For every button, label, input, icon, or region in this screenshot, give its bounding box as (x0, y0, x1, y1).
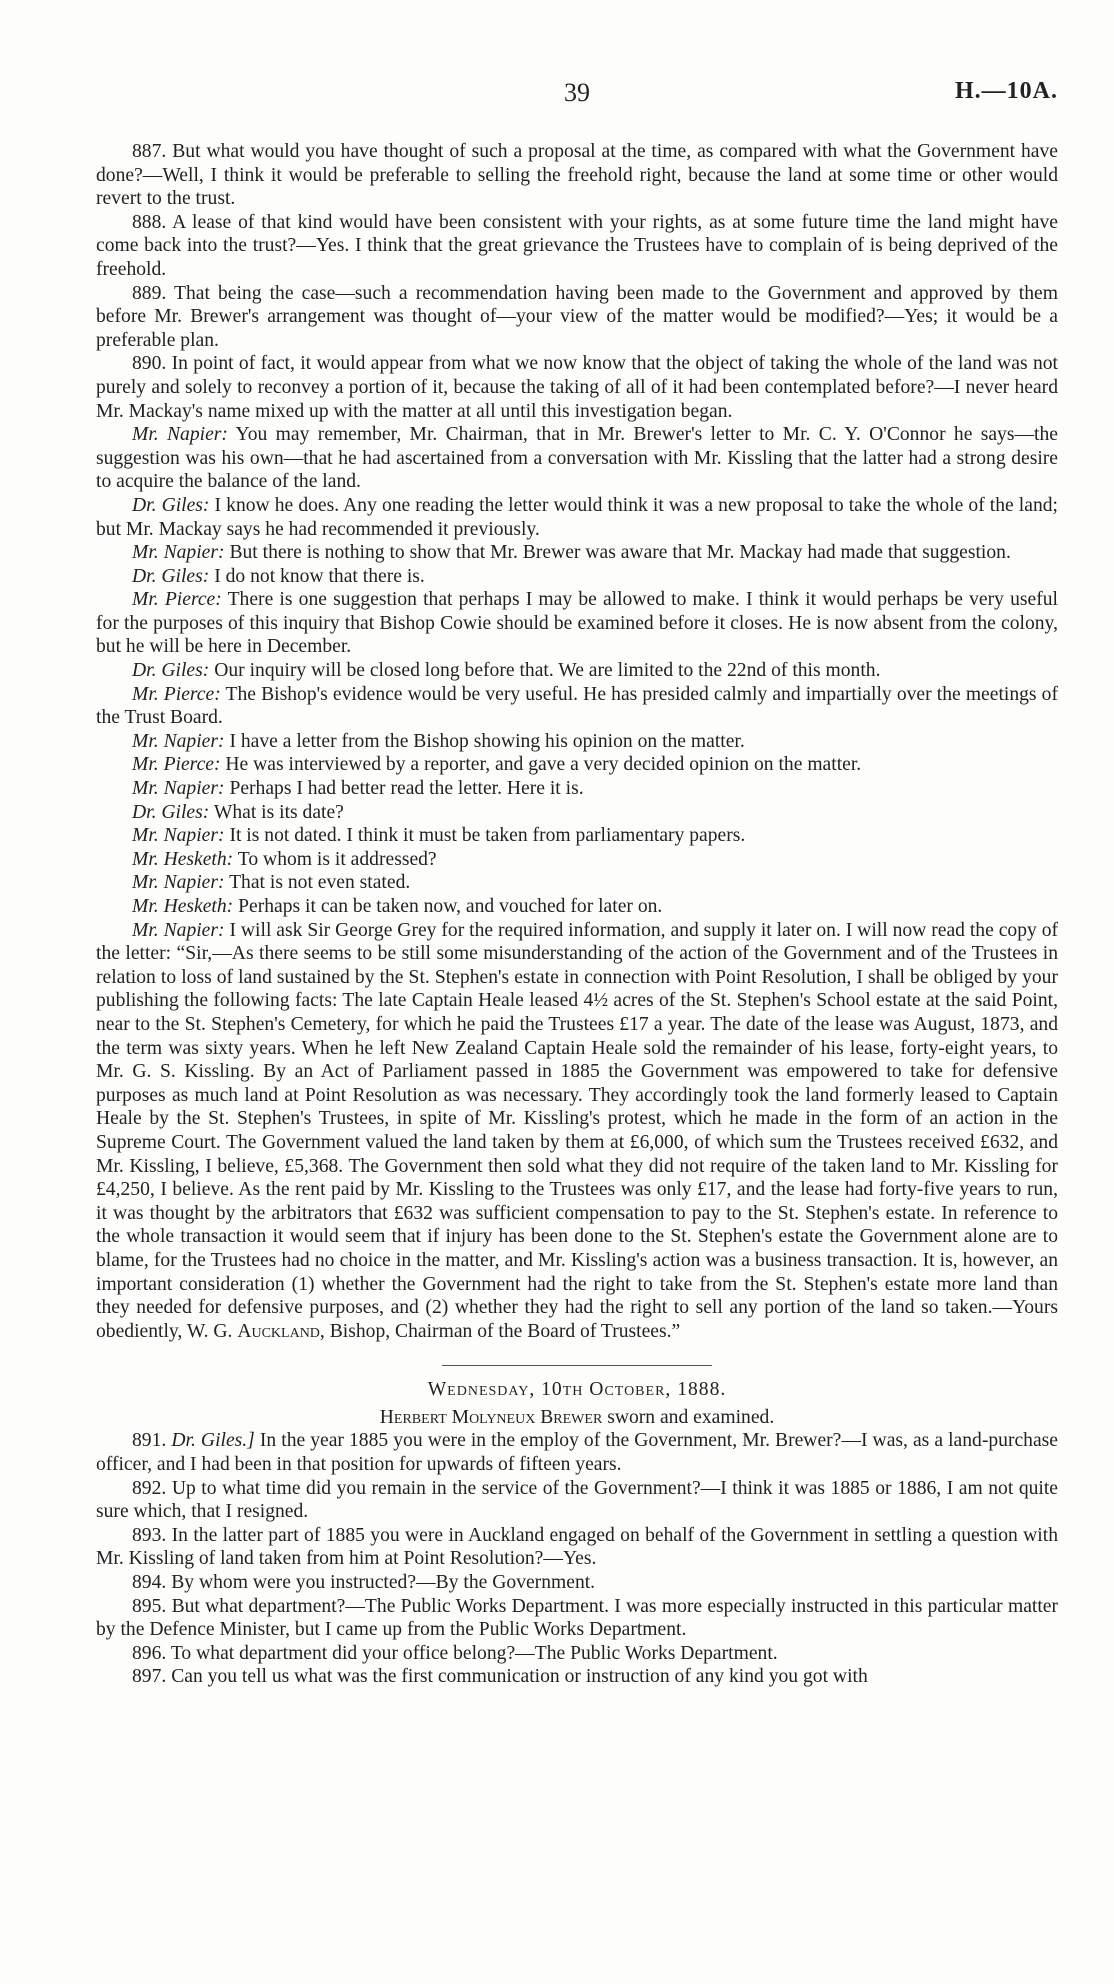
witness-status: sworn and examined. (607, 1406, 775, 1428)
paragraph-text: 892. Up to what time did you remain in the service of the Government?—I think it was 1885 or 1886, I am not quite sure which, that I resigned. (96, 1477, 1058, 1523)
speaker-label: Mr. Pierce: (132, 589, 222, 611)
testimony-paragraph (96, 211, 1058, 282)
speaker-label: Dr. Giles: (132, 494, 210, 516)
speaker-label: Dr. Giles: (132, 660, 210, 682)
testimony-paragraph (96, 541, 1058, 565)
paragraph-text: 889. That being the case—such a recommendation having been made to the Government and approved by them before Mr. Brewer's arrangement was thought of—your view of the matter would be modified?—Yes; it would be a preferable plan. (96, 282, 1058, 351)
testimony-paragraph (96, 1595, 1058, 1642)
testimony-part-1 (96, 140, 1058, 919)
paragraph-text: 888. A lease of that kind would have been consistent with your rights, as at some future time the land might have come back into the trust?—Yes. I think that the great grievance the Trustees have to complain of is being deprived of the freehold. (96, 211, 1058, 280)
testimony-paragraph (96, 565, 1058, 589)
testimony-paragraph (96, 777, 1058, 801)
section-divider (442, 1365, 712, 1366)
testimony-paragraph (96, 1524, 1058, 1571)
testimony-paragraph (96, 753, 1058, 777)
paragraph-text: There is one suggestion that perhaps I may be allowed to make. I think it would perhaps be very useful for the purposes of this inquiry that Bishop Cowie should be examined before it closes. He is now absent from the colony, but he will be here in December. (96, 589, 1058, 658)
speaker-label: Mr. Napier: (132, 919, 225, 941)
speaker-label: Dr. Giles.] (171, 1430, 255, 1452)
testimony-paragraph (96, 683, 1058, 730)
speaker-label: Mr. Pierce: (132, 754, 221, 776)
speaker-label: Mr. Hesketh: (132, 896, 234, 917)
paragraph-text: But there is nothing to show that Mr. Brewer was aware that Mr. Mackay had made that suggestion. (229, 542, 1011, 564)
testimony-paragraph (96, 352, 1058, 423)
testimony-paragraph (96, 588, 1058, 659)
testimony-paragraph (96, 848, 1058, 872)
paragraph-text: What is its date? (213, 801, 344, 823)
letter-paragraph (96, 919, 1058, 1344)
paragraph-text: You may remember, Mr. Chairman, that in Mr. Brewer's letter to Mr. C. Y. O'Connor he says—the suggestion was his own—that he had ascertained from a conversation with Mr. Kissling that the latter had a strong desire to acquire the balance of the land. (96, 424, 1058, 493)
speaker-label: Mr. Hesketh: (132, 848, 234, 870)
testimony-paragraph (96, 282, 1058, 353)
testimony-paragraph (96, 1665, 1058, 1689)
testimony-paragraph (96, 895, 1058, 919)
paragraph-text: That is not even stated. (229, 872, 411, 894)
letter-text: I will ask Sir George Grey for the required information, and supply it later on. I will now read the copy of the letter: “Sir,—As there seems to be still some misunderstanding of the action of the Government and of the Trustees in relation to loss of land sustained by the St. Stephen's estate in connection with Point Resolution, I shall be obliged by your publishing the following facts: The late Captain Heale leased 4½ acres of the St. Stephen's School estate at the said Point, near to the St. Stephen's Cemetery, for which he paid the Trustees £17 a year. The date of the lease was August, 1873, and the term was sixty years. When he left New Zealand Captain Heale sold the remainder of his lease, forty-eight years, to Mr. G. S. Kissling. By an Act of Parliament passed in 1885 the Government was empowered to take for defensive purposes as much land at Point Resolution as was necessary. They accordingly took the land formerly leased to Captain Heale by the St. Stephen's Trustees, in spite of Mr. Kissling's protest, which he made in the form of an action in the Supreme Court. The Government valued the land taken by them at £6,000, of which sum the Trustees received £632, and Mr. Kissling, I believe, £5,368. The Government then sold what they did not require of the taken land to Mr. Kissling for £4,250, I believe. As the rent paid by Mr. Kissling to the Trustees was only £17, and the lease had forty-five years to run, it was thought by the arbitrators that £632 was sufficient compensation to pay to the St. Stephen's estate. In reference to the whole transaction it would seem that if injury has been done to the St. Stephen's estate the Government alone are to blame, for the Trustees had no choice in the matter, and Mr. Kissling's action was a business transaction. It is, however, an important consideration (1) whether the Government had the right to take from the St. Stephen's estate more land than they needed for defensive purposes, and (2) whether they had the right to sell any portion of the land so taken.—Yours obediently, W. G. (96, 919, 1059, 1342)
letter-closing: , Bishop, Chairman of the Board of Trustees.” (319, 1320, 681, 1342)
testimony-paragraph (96, 871, 1058, 895)
question-number: 891. (132, 1430, 167, 1452)
testimony-paragraph (96, 1642, 1058, 1666)
testimony-paragraph (96, 1429, 1058, 1476)
testimony-paragraph (96, 801, 1058, 825)
testimony-paragraph (96, 1571, 1058, 1595)
document-body (96, 140, 1058, 1689)
paragraph-text: 890. In point of fact, it would appear from what we now know that the object of taking the whole of the land was not purely and solely to reconvey a portion of it, because the taking of all of it had been contemplated before?—I never heard Mr. Mackay's name mixed up with the matter at all until this investigation began. (96, 353, 1058, 422)
paragraph-text: The Bishop's evidence would be very useful. He has presided calmly and impartially over the meetings of the Trust Board. (96, 683, 1058, 729)
paragraph-text: I know he does. Any one reading the letter would think it was a new proposal to take the whole of the land; but Mr. Mackay says he had recommended it previously. (96, 494, 1058, 540)
speaker-label: Mr. Napier: (132, 872, 225, 894)
testimony-paragraph (96, 140, 1058, 211)
testimony-paragraph (96, 659, 1058, 683)
speaker-label: Mr. Napier: (132, 778, 225, 800)
paragraph-text: Our inquiry will be closed long before that. We are limited to the 22nd of this month. (214, 660, 881, 682)
paragraph-text: 895. But what department?—The Public Works Department. I was more especially instructed in this particular matter by the Defence Minister, but I came up from the Public Works Department. (96, 1595, 1058, 1641)
witness-name: Herbert Molyneux Brewer (379, 1406, 603, 1428)
paragraph-text: 897. Can you tell us what was the first communication or instruction of any kind you got with (132, 1666, 868, 1688)
page-number: 39 (564, 78, 590, 107)
speaker-label: Mr. Pierce: (132, 683, 221, 705)
testimony-paragraph (96, 423, 1058, 494)
paragraph-text: 894. By whom were you instructed?—By the Government. (132, 1572, 596, 1594)
testimony-paragraph (96, 824, 1058, 848)
speaker-label: Dr. Giles: (132, 801, 210, 823)
testimony-paragraph (96, 730, 1058, 754)
paragraph-text: To whom is it addressed? (237, 848, 437, 870)
paragraph-text: It is not dated. I think it must be taken from parliamentary papers. (229, 825, 746, 847)
speaker-label: Mr. Napier: (132, 730, 225, 752)
paragraph-text: 893. In the latter part of 1885 you were in Auckland engaged on behalf of the Government in settling a question with Mr. Kissling of land taken from him at Point Resolution?—Yes. (96, 1524, 1058, 1570)
speaker-label: Mr. Napier: (132, 424, 228, 446)
paragraph-text: Perhaps I had better read the letter. Here it is. (229, 778, 584, 800)
speaker-label: Mr. Napier: (132, 825, 225, 847)
speaker-label: Dr. Giles: (132, 565, 210, 587)
document-reference: H.—10A. (955, 78, 1058, 104)
paragraph-text: 887. But what would you have thought of such a proposal at the time, as compared with what the Government have done?—Well, I think it would be preferable to selling the freehold right, because the land at some time or other would revert to the trust. (96, 141, 1058, 210)
testimony-paragraph (96, 494, 1058, 541)
paragraph-text: He was interviewed by a reporter, and gave a very decided opinion on the matter. (225, 754, 862, 776)
paragraph-text: I have a letter from the Bishop showing his opinion on the matter. (229, 730, 745, 752)
paragraph-text: In the year 1885 you were in the employ of the Government, Mr. Brewer?—I was, as a land-purchase officer, and I had been in that position for upwards of fifteen years. (96, 1430, 1058, 1476)
page-header (96, 78, 1058, 108)
session-date: Wednesday, 10th October, 1888. (427, 1379, 727, 1401)
testimony-part-2 (96, 1429, 1058, 1689)
paragraph-text: I do not know that there is. (214, 565, 425, 587)
speaker-label: Mr. Napier: (132, 542, 225, 564)
letter-signature: Auckland (237, 1320, 320, 1342)
paragraph-text: Perhaps it can be taken now, and vouched for later on. (238, 896, 663, 917)
testimony-paragraph (96, 1477, 1058, 1524)
witness-heading (96, 1406, 1058, 1430)
paragraph-text: 896. To what department did your office belong?—The Public Works Department. (132, 1642, 778, 1664)
